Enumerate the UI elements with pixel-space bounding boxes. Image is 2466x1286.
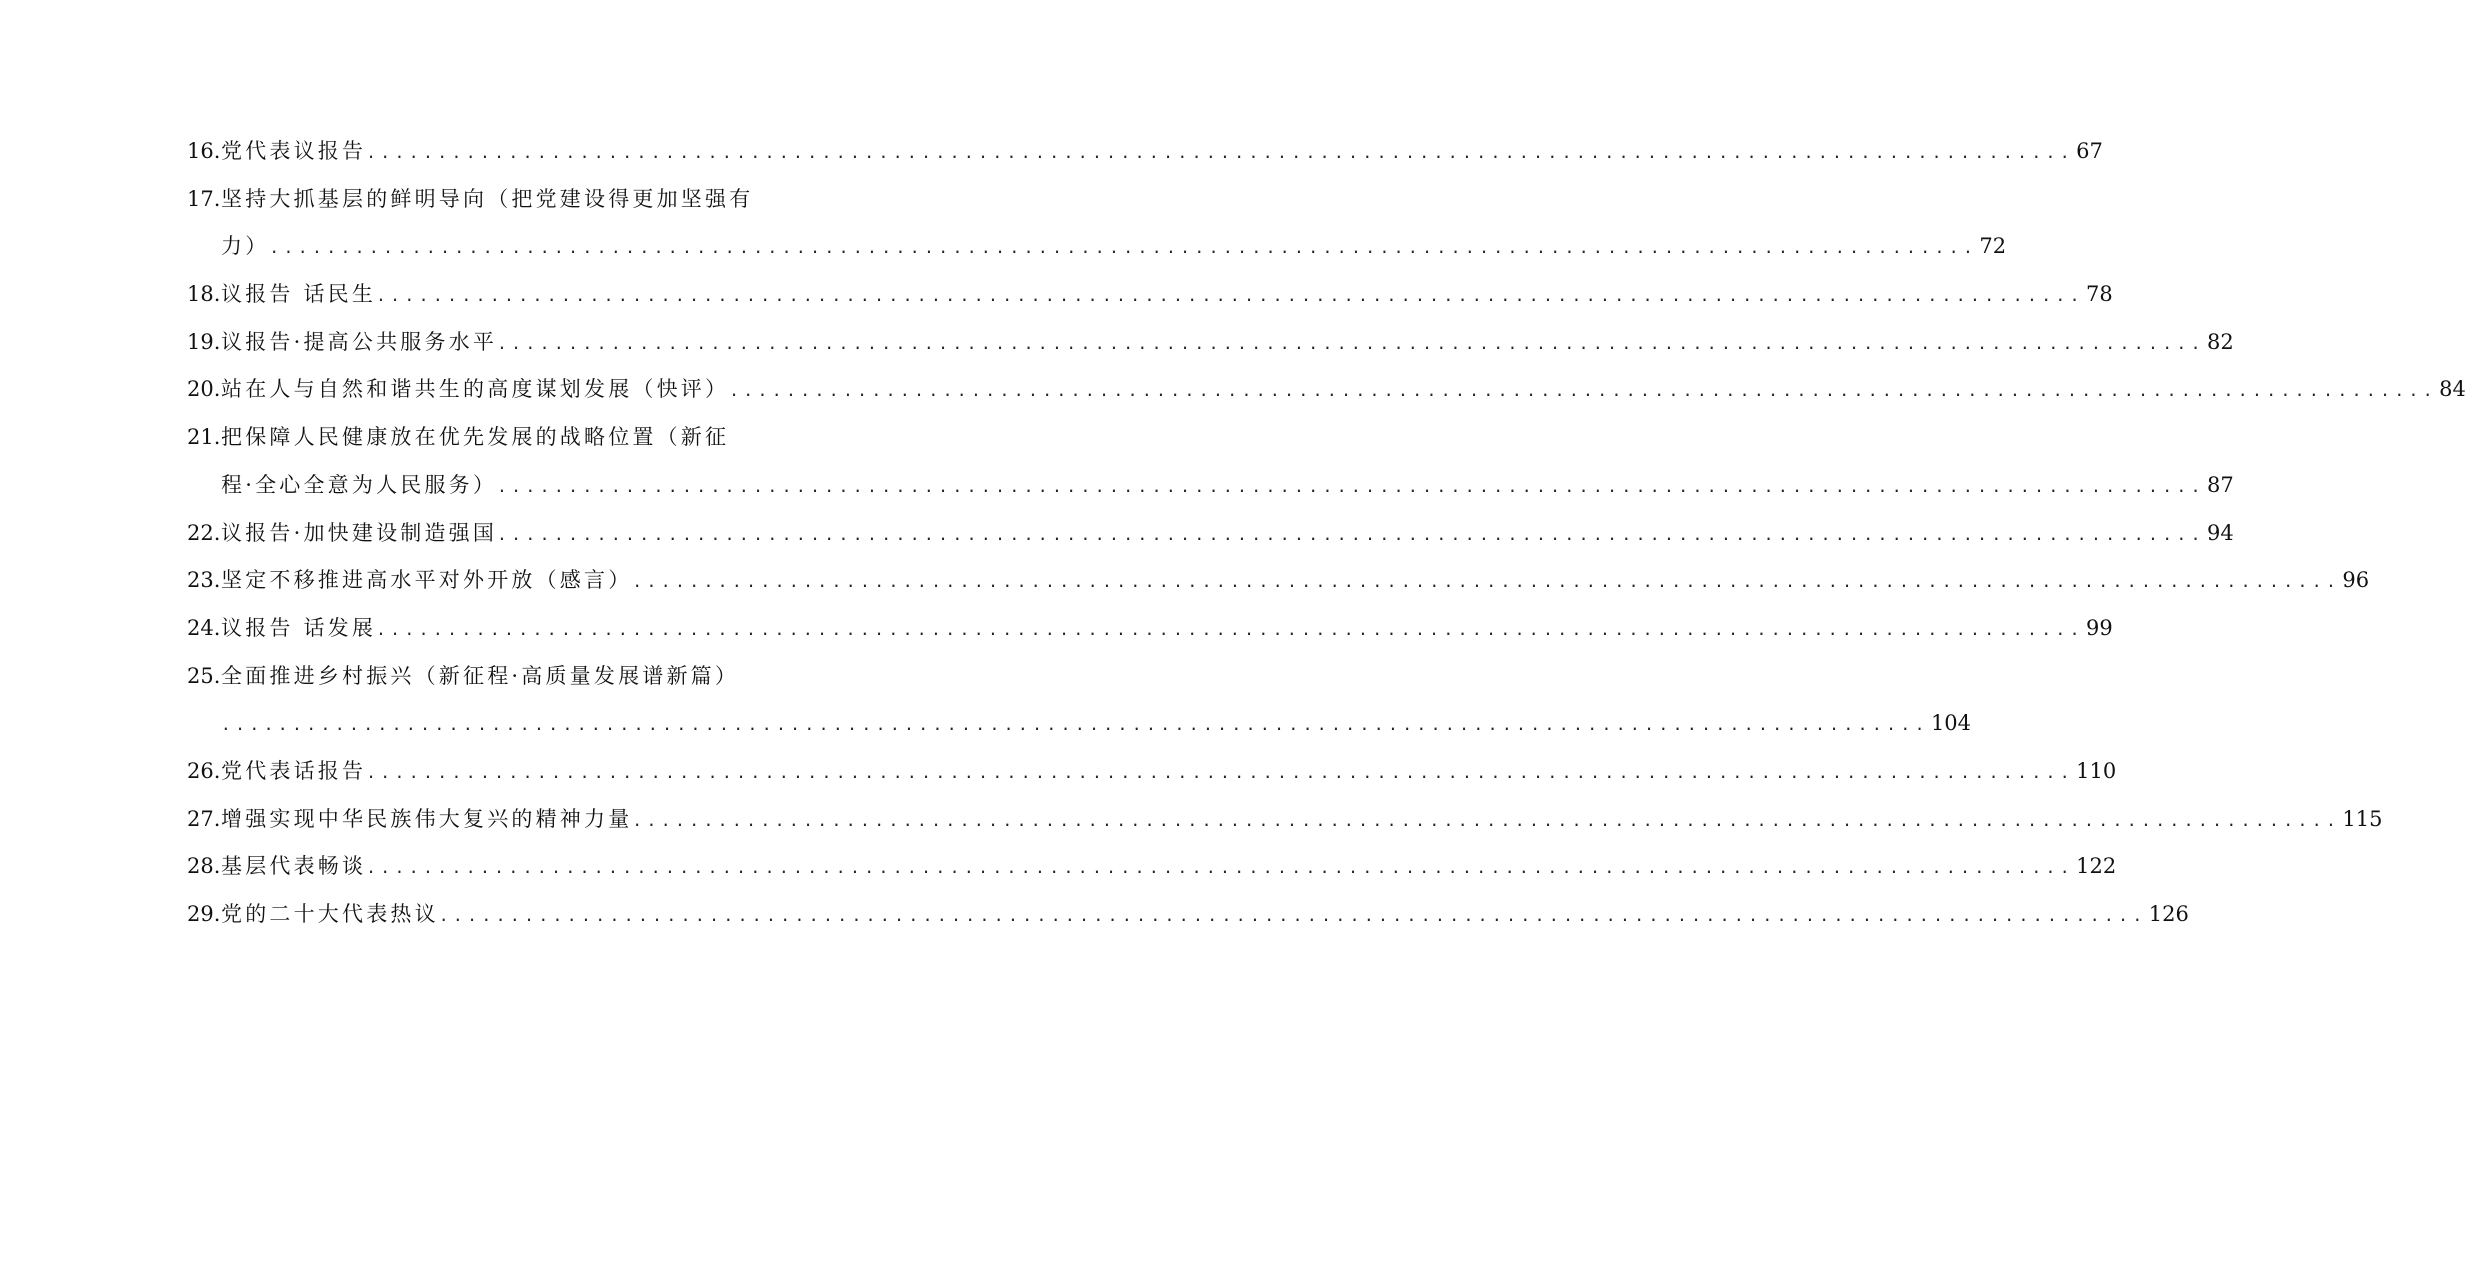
- entry-number: 21.: [187, 425, 221, 450]
- entry-number: 23.: [187, 568, 221, 593]
- toc-entry-25[interactable]: [0, 653, 909, 701]
- entry-title: 党的二十大代表热议: [221, 902, 439, 926]
- dot-leader: ........................................................................................................................: [376, 619, 2085, 639]
- entry-title: 议报告·加快建设制造强国: [221, 520, 498, 545]
- entry-page: 104: [1930, 711, 1972, 736]
- entry-page: 122: [2076, 854, 2117, 879]
- entry-number: 24.: [187, 615, 221, 640]
- entry-title-continued: 程·全心全意为人民服务）: [221, 472, 498, 497]
- entry-page: 115: [2342, 806, 2383, 831]
- entry-title: 党代表议报告: [221, 139, 367, 163]
- dot-leader: ........................................................................................................................: [497, 524, 2206, 544]
- entry-number: 29.: [187, 902, 221, 926]
- entry-title: 把保障人民健康放在优先发展的战略位置（新征: [221, 425, 730, 450]
- toc-entry-17[interactable]: [0, 176, 909, 224]
- toc-entry-18[interactable]: [0, 271, 2113, 319]
- dot-leader: ........................................................................................................................: [632, 810, 2341, 830]
- entry-number: 28.: [187, 854, 221, 879]
- dot-leader: ........................................................................................................................: [366, 858, 2075, 878]
- dot-leader: ........................................................................................................................: [497, 476, 2206, 496]
- entry-title: 坚持大抓基层的鲜明导向（把党建设得更加坚强有: [221, 186, 754, 211]
- entry-page: 67: [2076, 139, 2103, 163]
- entry-page: 94: [2207, 520, 2234, 545]
- dot-leader: ........................................................................................................................: [221, 715, 1929, 735]
- toc-entry-28[interactable]: [0, 843, 2117, 891]
- entry-number: 18.: [187, 282, 221, 307]
- dot-leader: ........................................................................................................................: [366, 143, 2075, 162]
- entry-number: 26.: [187, 758, 221, 783]
- toc-entry-29[interactable]: [0, 891, 2189, 939]
- entry-number: 22.: [187, 520, 221, 545]
- toc-entry-22[interactable]: [0, 510, 2234, 558]
- toc-entry-21-continued[interactable]: [0, 462, 2234, 510]
- toc-entry-24[interactable]: [0, 605, 2113, 653]
- entry-page: 78: [2086, 282, 2113, 307]
- entry-title: 坚定不移推进高水平对外开放（感言）: [221, 568, 633, 593]
- entry-page: 82: [2207, 329, 2234, 354]
- entry-title: 议报告·提高公共服务水平: [221, 329, 498, 354]
- entry-title: 党代表话报告: [221, 758, 367, 783]
- toc-entry-19[interactable]: [0, 319, 2234, 367]
- entry-page: 99: [2086, 615, 2113, 640]
- toc-entry-20[interactable]: [0, 366, 2466, 414]
- entry-number: 19.: [187, 329, 221, 354]
- entry-title-continued: 力）: [221, 234, 270, 259]
- entry-title: 基层代表畅谈: [221, 854, 367, 879]
- entry-page: 96: [2342, 568, 2370, 593]
- toc-entry-27[interactable]: [0, 796, 2383, 844]
- entry-title: 议报告 话发展: [221, 615, 377, 640]
- toc-entry-23[interactable]: [0, 557, 2370, 605]
- entry-page: 72: [1979, 234, 2007, 259]
- entry-number: 20.: [187, 377, 221, 402]
- entry-title: 议报告 话民生: [221, 282, 377, 307]
- entry-number: 25.: [187, 663, 221, 688]
- toc-entry-26[interactable]: [0, 748, 2117, 796]
- entry-number: 27.: [187, 806, 221, 831]
- entry-number: 17.: [187, 186, 221, 211]
- dot-leader: ........................................................................................................................: [269, 238, 1978, 258]
- entry-page: 87: [2207, 472, 2234, 497]
- dot-leader: ........................................................................................................................: [366, 762, 2075, 782]
- toc-entry-16[interactable]: [0, 128, 2103, 176]
- toc-entry-21[interactable]: [0, 414, 909, 462]
- entry-title: 全面推进乡村振兴（新征程·高质量发展谱新篇）: [221, 663, 740, 688]
- toc-entry-17-continued[interactable]: [0, 223, 2007, 271]
- dot-leader: ........................................................................................................................: [632, 572, 2341, 592]
- entry-title: 增强实现中华民族伟大复兴的精神力量: [221, 806, 633, 831]
- table-of-contents: [0, 128, 2466, 939]
- dot-leader: ........................................................................................................................: [497, 333, 2206, 353]
- dot-leader: ........................................................................................................................: [729, 381, 2438, 401]
- dot-leader: ........................................................................................................................: [438, 906, 2147, 925]
- entry-page: 110: [2076, 758, 2117, 783]
- entry-title: 站在人与自然和谐共生的高度谋划发展（快评）: [221, 377, 730, 402]
- entry-page: 126: [2148, 902, 2189, 926]
- entry-page: 84: [2439, 377, 2466, 402]
- dot-leader: ........................................................................................................................: [376, 286, 2085, 306]
- entry-number: 16.: [187, 139, 221, 163]
- toc-entry-25-continued[interactable]: [0, 700, 1972, 748]
